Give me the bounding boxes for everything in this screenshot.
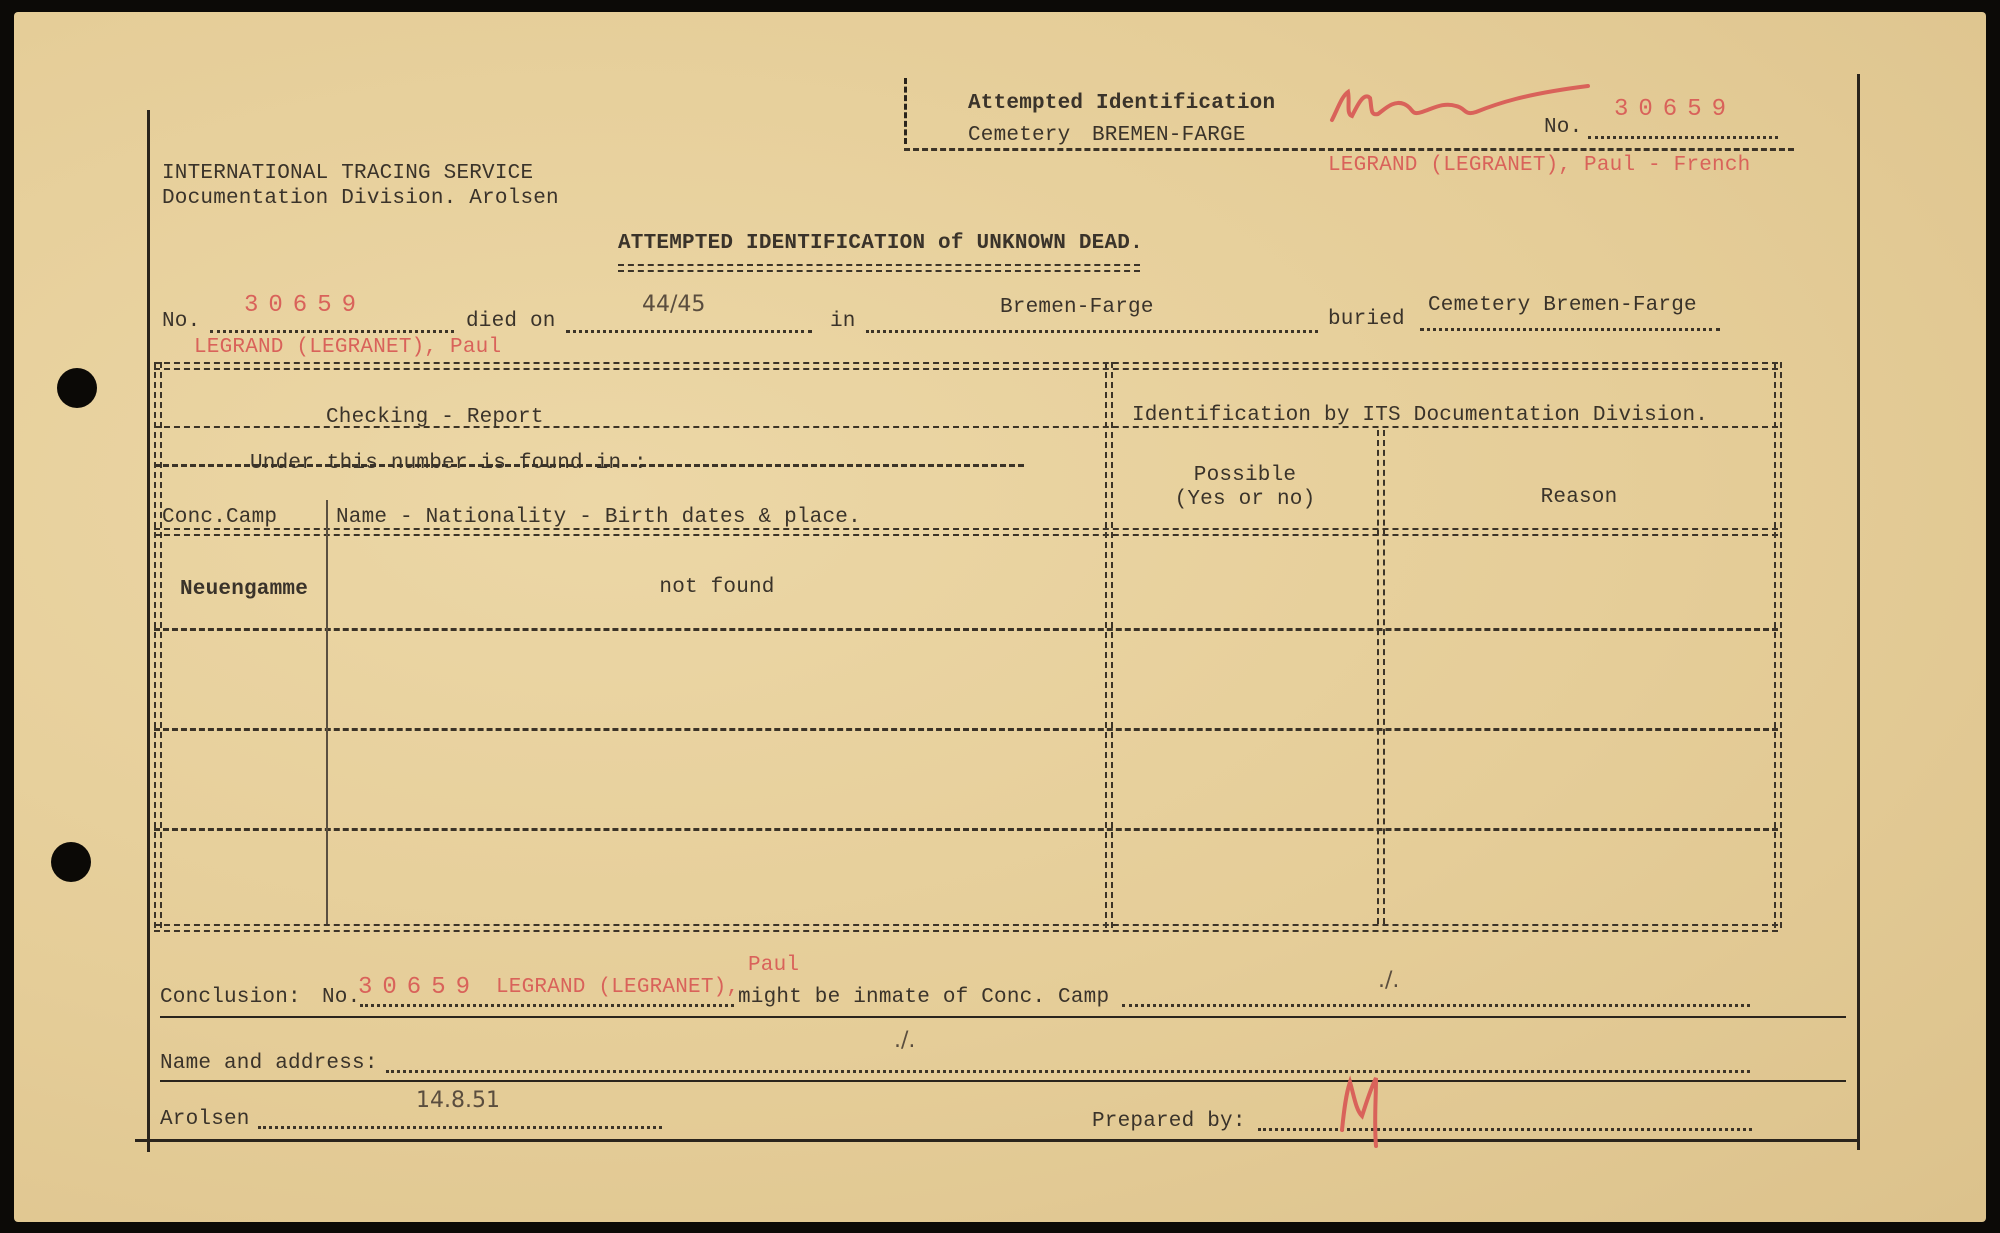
record-died-dots <box>566 330 812 333</box>
table-right-border <box>1774 362 1782 928</box>
conclusion-red-name: LEGRAND (LEGRANET), <box>496 976 740 999</box>
conclusion-red-name-2: Paul <box>748 954 800 977</box>
header-cemetery-value: BREMEN-FARGE <box>1092 124 1246 147</box>
record-no-label: No. <box>162 310 201 333</box>
header-cemetery-label: Cemetery <box>968 124 1071 147</box>
frame-left-line <box>147 110 150 1152</box>
col-reason-header: Reason <box>1540 486 1618 509</box>
table-mid-border <box>1105 362 1113 928</box>
col-name-header: Name - Nationality - Birth dates & place. <box>336 506 861 529</box>
name-address-dots <box>386 1070 1750 1073</box>
col-possible-header-1: Possible <box>1193 464 1297 487</box>
table-colhead-sep <box>154 528 1778 536</box>
header-red-name: LEGRAND (LEGRANET), Paul - French <box>1328 154 1751 177</box>
org-line2: Documentation Division. Arolsen <box>162 187 559 210</box>
arolsen-dots <box>258 1126 662 1129</box>
table-bottom-border <box>154 924 1778 932</box>
punch-hole-top <box>57 368 97 408</box>
col-possible-header-2: (Yes or no) <box>1174 488 1316 511</box>
record-in-label: in <box>830 310 856 333</box>
row-1-camp: Neuengamme <box>180 578 309 601</box>
record-in-dots <box>866 330 1318 333</box>
name-address-value: ./. <box>894 1028 916 1053</box>
col-camp-header: Conc.Camp <box>162 506 278 529</box>
prepared-by-label: Prepared by: <box>1092 1110 1246 1133</box>
title-underline <box>618 264 1140 272</box>
header-no-value: 30659 <box>1614 96 1737 123</box>
header-no-dots <box>1588 136 1778 139</box>
found-in-label: Under this number is found in : <box>250 452 647 475</box>
record-no-dots <box>210 330 454 333</box>
record-died-value: 44/45 <box>642 292 706 317</box>
conclusion-text: might be inmate of Conc. Camp <box>738 986 1110 1009</box>
table-row-sep-3 <box>154 828 1778 831</box>
name-address-rule <box>160 1080 1846 1082</box>
conclusion-rule <box>160 1016 1846 1018</box>
punch-hole-bottom <box>51 842 91 882</box>
header-line1: Attempted Identification <box>968 92 1276 115</box>
frame-right-line <box>1857 74 1860 1150</box>
record-red-name: LEGRAND (LEGRANET), Paul <box>194 336 502 359</box>
table-row-sep-2 <box>154 728 1778 731</box>
table-left-border <box>154 362 162 928</box>
record-buried-value: Cemetery Bremen-Farge <box>1428 294 1697 317</box>
initials-signature <box>1332 1070 1392 1150</box>
header-box <box>904 78 1794 158</box>
page-title: ATTEMPTED IDENTIFICATION of UNKNOWN DEAD. <box>618 232 1143 255</box>
table-row-sep-1 <box>154 628 1778 631</box>
org-line1: INTERNATIONAL TRACING SERVICE <box>162 162 534 185</box>
arolsen-label: Arolsen <box>160 1108 250 1131</box>
date-value: 14.8.51 <box>416 1088 500 1113</box>
conclusion-value: ./. <box>1378 968 1400 993</box>
table-camp-col-border <box>326 500 328 924</box>
conclusion-no-value: 30659 <box>358 974 481 1001</box>
record-buried-label: buried <box>1328 308 1405 331</box>
checking-report-heading: Checking - Report <box>326 406 544 429</box>
index-card <box>14 12 1986 1222</box>
header-no-label: No. <box>1544 116 1583 139</box>
conclusion-label: Conclusion: <box>160 986 301 1009</box>
record-buried-dots <box>1420 328 1720 331</box>
table-top-border <box>154 362 1778 370</box>
name-address-label: Name and address: <box>160 1052 378 1075</box>
conclusion-no-dots <box>360 1004 734 1007</box>
record-in-value: Bremen-Farge <box>1000 296 1154 319</box>
red-initials-icon <box>1332 1070 1392 1150</box>
conclusion-no-label: No. <box>322 986 361 1009</box>
identification-heading: Identification by ITS Documentation Division. <box>1132 404 1709 427</box>
conclusion-dots <box>1122 1004 1750 1007</box>
record-no-value: 30659 <box>244 292 367 319</box>
row-1-name: not found <box>659 576 775 599</box>
record-died-label: died on <box>466 310 556 333</box>
frame-bottom-line <box>135 1139 1860 1142</box>
